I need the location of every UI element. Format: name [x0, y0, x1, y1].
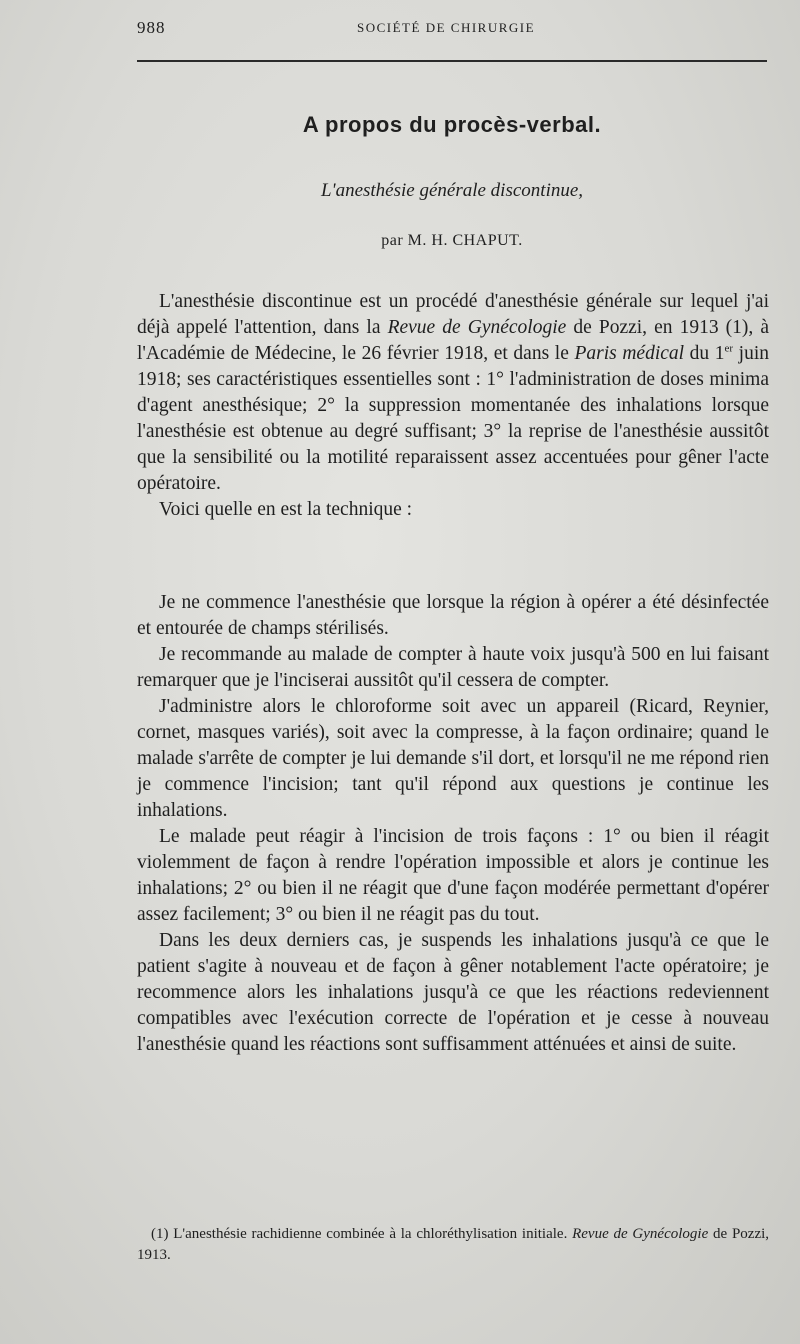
- journal-reference: Paris médical: [574, 343, 685, 364]
- paragraph-1: [137, 289, 769, 497]
- article-title: A propos du procès-verbal.: [302, 112, 602, 137]
- page-number: 988: [137, 18, 166, 37]
- footnote-text-b: de Pozzi, 1913.: [137, 1226, 770, 1263]
- paragraph-1-text-a: L'anesthésie discontinue est un procédé d'anesthésie générale sur lequel j'ai déjà appelé l'attention, dans la: [137, 291, 769, 338]
- journal-reference: Revue de Gynécologie: [572, 1226, 709, 1242]
- ordinal-superscript: er: [724, 342, 734, 355]
- article-subtitle: L'anesthésie générale discontinue,: [320, 180, 584, 201]
- paragraph-1-text-c: du 1: [684, 343, 725, 364]
- paragraph-5: J'administre alors le chloroforme soit avec un appareil (Ricard, Reynier, cornet, masques variés), soit avec la compresse, à la façon ordinaire; quand le malade s'arrête de compter je lui demande s'il dort, et lorsqu'il ne me répond rien je commence l'incision; tant qu'il répond aux questions je continue les inhalations.: [137, 696, 769, 821]
- running-head: [137, 18, 767, 42]
- paragraph-2: Voici quelle en est la technique :: [159, 499, 413, 520]
- paragraph-3: Je ne commence l'anesthésie que lorsque la région à opérer a été désinfectée et entourée de champs stérilisés.: [137, 592, 769, 639]
- paragraph-6: Le malade peut réagir à l'incision de trois façons : 1° ou bien il réagit violemment de façon à rendre l'opération impossible et alors je continue les inhalations; 2° ou bien il ne réagit que d'une façon modérée permettant d'opérer assez facilement; 3° ou bien il ne réagit pas du tout.: [137, 826, 769, 925]
- paragraph-1-text-b: de Pozzi, en 1913 (1), à l'Académie de Médecine, le 26 février 1918, et dans le: [137, 317, 769, 364]
- body-text-block: [137, 289, 769, 523]
- article-byline: par M. H. CHAPUT.: [381, 232, 523, 249]
- paragraph-1-text-d: juin 1918; ses caractéristiques essentielles sont : 1° l'administration de doses minima d'agent anesthésique; 2° la suppression momentanée des inhalations lorsque l'anesthésie est obtenue au degré suffisant; 3° la reprise de l'anesthésie aussitôt que la sensibilité ou la motilité reparaissent assez accentuées pour gêner l'acte opératoire.: [137, 343, 770, 494]
- body-text-block: [137, 590, 769, 1058]
- paragraph-7: Dans les deux derniers cas, je suspends les inhalations jusqu'à ce que le patient s'agite à nouveau et de façon à gêner notablement l'acte opératoire; je recommence alors les inhalations jusqu'à ce que les réactions redeviennent compatibles avec l'exécution correcte de l'opération et je cesse à nouveau l'anesthésie quand les réactions sont suffisamment atténuées et ainsi de suite.: [137, 930, 769, 1055]
- journal-reference: Revue de Gynécologie: [387, 317, 567, 338]
- journal-name: SOCIÉTÉ DE CHIRURGIE: [357, 20, 536, 35]
- paragraph-4: Je recommande au malade de compter à haute voix jusqu'à 500 en lui faisant remarquer que je l'inciserai aussitôt qu'il cessera de compter.: [137, 644, 769, 691]
- footnote: [137, 1224, 769, 1266]
- header-rule: [137, 60, 767, 62]
- footnote-text-a: (1) L'anesthésie rachidienne combinée à la chloréthylisation initiale.: [151, 1226, 573, 1242]
